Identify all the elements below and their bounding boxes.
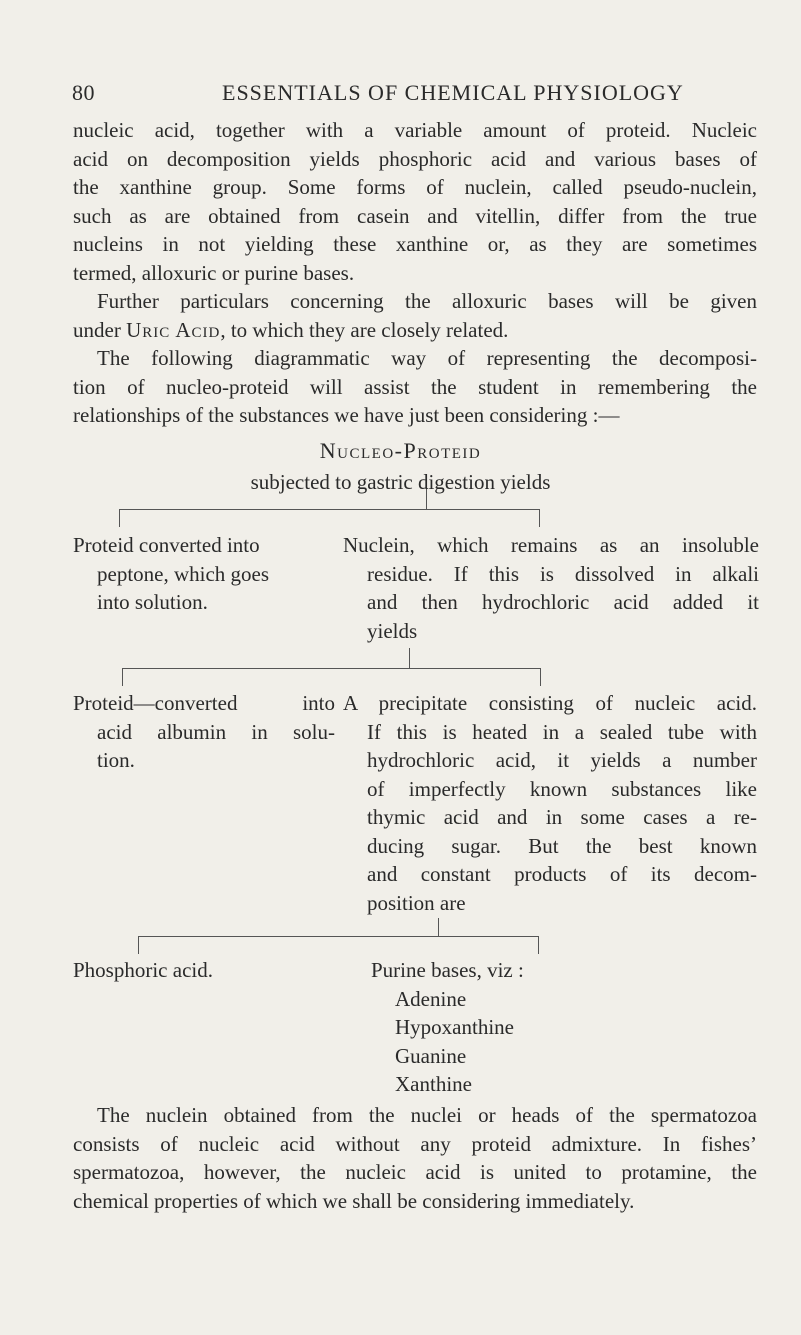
text-line: Further particulars concerning the alloxuric bases will be given: [97, 289, 757, 313]
text-line: The following diagrammatic way of representing the decomposi-: [97, 346, 757, 370]
text-line: Proteid converted into: [73, 533, 260, 557]
text-line: spermatozoa, however, the nucleic acid is united to protamine, the: [73, 1160, 757, 1184]
text-line: nucleins in not yielding these xanthine or, as they are sometimes: [73, 232, 757, 256]
connector-line: [138, 936, 538, 937]
branch-nucleic-acid-precipitate: [343, 689, 757, 917]
text-line: the xanthine group. Some forms of nuclein, called pseudo-nuclein,: [73, 175, 757, 199]
branch-proteid-acid-albumin: [73, 689, 335, 775]
page-number: 80: [72, 80, 95, 105]
branch-proteid-peptone: [73, 531, 333, 617]
text-line: ducing sugar. But the best known: [367, 833, 757, 858]
text-line: Proteid—converted into: [73, 691, 335, 715]
purine-base-item: Guanine: [395, 1043, 467, 1068]
purine-base-item: Adenine: [395, 986, 467, 1011]
connector-line: [540, 668, 541, 686]
connector-line: [119, 509, 120, 527]
diagram-subtitle: subjected to gastric digestion yields: [250, 470, 551, 494]
text-line: relationships of the substances we have just been considering :—: [73, 403, 620, 427]
text-line: and constant products of its decom-: [367, 862, 757, 886]
connector-line: [138, 936, 139, 954]
purine-base-item: Xanthine: [395, 1072, 472, 1096]
text-line: termed, alloxuric or purine bases.: [73, 260, 355, 285]
paragraph-2: [73, 287, 757, 344]
text-line: [73, 316, 757, 345]
paragraph-1: [73, 116, 757, 287]
text-line: chemical properties of which we shall be considering immediately.: [73, 1188, 635, 1213]
text-line: acid albumin in solu-: [97, 719, 335, 744]
text-line: Nuclein, which remains as an insoluble: [343, 533, 759, 557]
text-line: into solution.: [97, 590, 208, 614]
connector-line: [119, 509, 539, 510]
text-line: The nuclein obtained from the nuclei or heads of the spermatozoa: [97, 1103, 757, 1127]
text-fragment: , to which they are closely related.: [220, 317, 509, 342]
text-line: hydrochloric acid, it yields a number: [367, 748, 757, 772]
text-line: A precipitate consisting of nucleic acid.: [343, 691, 757, 715]
text-line: yields: [367, 618, 418, 643]
text-line: residue. If this is dissolved in alkali: [367, 561, 759, 586]
product-phosphoric-acid: Phosphoric acid.: [73, 958, 213, 982]
text-line: Purine bases, viz :: [371, 958, 524, 982]
text-line: nucleic acid, together with a variable amount of proteid. Nucleic: [73, 118, 757, 142]
text-line: of imperfectly known substances like: [367, 776, 757, 801]
text-fragment: under: [73, 317, 127, 342]
connector-line: [426, 489, 427, 509]
product-purine-bases: [371, 956, 591, 1099]
text-line: tion of nucleo-proteid will assist the student in remembering the: [73, 374, 757, 399]
text-line: acid on decomposition yields phosphoric acid and various bases of: [73, 146, 757, 171]
text-line: If this is heated in a sealed tube with: [367, 719, 757, 744]
connector-line: [122, 668, 540, 669]
paragraph-3: [73, 344, 757, 430]
connector-line: [539, 509, 540, 527]
text-line: and then hydrochloric acid added it: [367, 590, 759, 614]
connector-line: [438, 918, 439, 936]
text-line: position are: [367, 890, 466, 915]
running-title: ESSENTIALS OF CHEMICAL PHYSIOLOGY: [222, 80, 684, 105]
text-line: tion.: [97, 748, 135, 772]
connector-line: [409, 648, 410, 668]
connector-line: [538, 936, 539, 954]
text-line: consists of nucleic acid without any proteid admixture. In fishes’: [73, 1131, 757, 1156]
purine-base-item: Hypoxanthine: [395, 1015, 514, 1039]
cross-reference-uric-acid: Uric Acid: [126, 317, 221, 342]
paragraph-4: [73, 1101, 757, 1215]
branch-nuclein: [343, 531, 759, 645]
connector-line: [122, 668, 123, 686]
text-line: thymic acid and in some cases a re-: [367, 805, 757, 829]
text-line: such as are obtained from casein and vitellin, differ from the true: [73, 203, 757, 228]
text-line: peptone, which goes: [97, 561, 270, 586]
diagram-title: Nucleo-Proteid: [319, 438, 482, 463]
